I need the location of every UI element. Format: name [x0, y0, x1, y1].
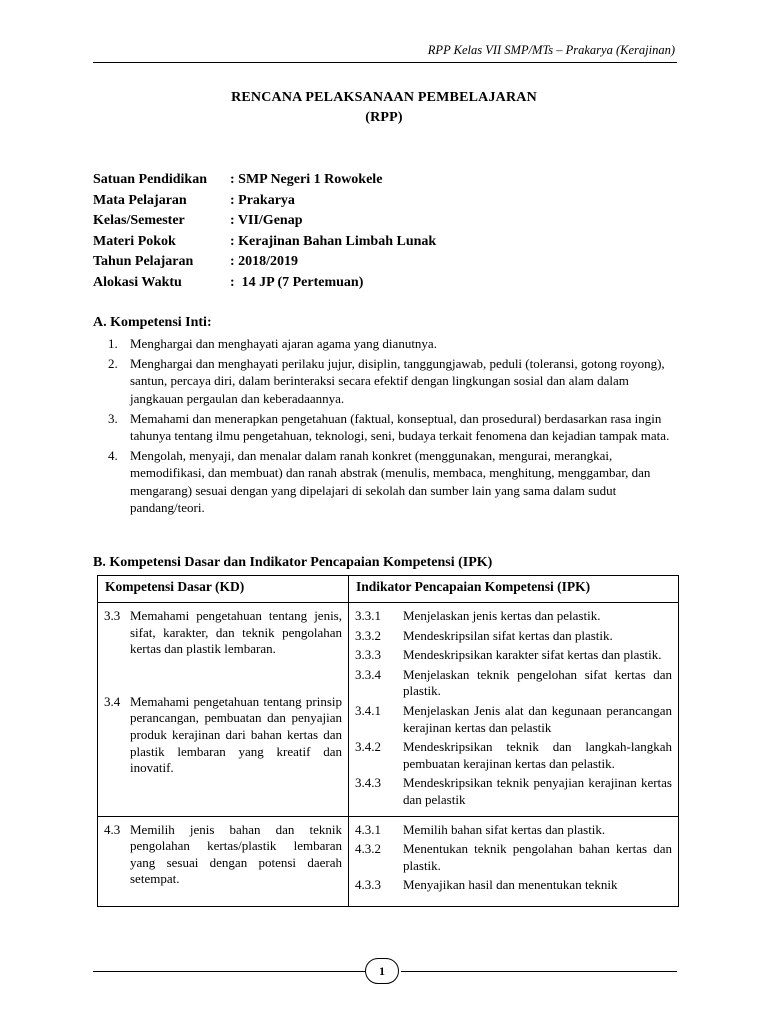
identity-label: Satuan Pendidikan — [93, 172, 207, 187]
list-text: Memahami dan menerapkan pengetahuan (faktual, konseptual, dan prosedural) berdasarkan rasa ingin tahunya tentang ilmu pengetahuan, teknologi, seni, budaya terkait fenomena dan kejadian tampak mata. — [130, 410, 670, 444]
list-number: 4. — [108, 448, 118, 464]
ipk-item — [355, 703, 672, 736]
ipk-text: Mendeskripsikan teknik penyajian kerajinan kertas dan pelastik — [403, 775, 672, 807]
kd-ipk-table — [97, 575, 679, 907]
identity-label: Mata Pelajaran — [93, 192, 187, 208]
table-header-row — [98, 576, 679, 603]
ipk-item — [355, 608, 672, 625]
identity-value: : 2018/2019 — [230, 254, 299, 270]
identity-label: Materi Pokok — [93, 233, 176, 249]
ipk-number: 4.3.1 — [355, 821, 381, 837]
identity-label: Tahun Pelajaran — [93, 254, 194, 270]
identity-value: : Prakarya — [230, 192, 295, 208]
ipk-number: 3.4.1 — [355, 702, 381, 718]
ipk-text: Menyajikan hasil dan menentukan teknik — [403, 877, 618, 893]
ipk-number: 4.3.2 — [355, 841, 381, 857]
ipk-item — [355, 841, 672, 874]
kompetensi-inti-list — [108, 335, 678, 519]
identity-row — [93, 191, 436, 212]
ipk-text: Menjelaskan teknik pengelohan sifat kertas dan plastik. — [403, 666, 672, 699]
ipk-cell — [349, 816, 679, 906]
identity-value: : SMP Negeri 1 Rowokele — [230, 172, 383, 187]
page-number-badge — [365, 958, 399, 984]
identity-row — [93, 273, 436, 294]
list-item — [108, 335, 678, 352]
ipk-text: Menjelaskan Jenis alat dan kegunaan perancangan kerajinan kertas dan pelastik — [403, 702, 672, 735]
document-title: RENCANA PELAKSANAAN PEMBELAJARAN — [231, 90, 537, 105]
ipk-text: Mendeskripsikan teknik dan langkah-langkah pembuatan kerajinan kertas dan pelastik. — [403, 739, 672, 771]
ipk-number: 3.3.2 — [355, 627, 381, 643]
ipk-number: 3.3.1 — [355, 608, 381, 623]
header-rule — [93, 62, 677, 63]
ipk-item — [355, 628, 672, 645]
identity-value: : 14 JP (7 Pertemuan) — [230, 274, 364, 290]
identity-label: Kelas/Semester — [93, 213, 185, 229]
identity-block — [93, 170, 436, 294]
list-number: 2. — [108, 356, 118, 372]
page-number: 1 — [379, 963, 385, 978]
kd-text: Memahami pengetahuan tentang prinsip perancangan, pembuatan dan penyajian produk kerajinan dari bahan kertas dan plastik lembaran yang kreatif dan inovatif. — [130, 693, 342, 776]
kd-number: 4.3 — [104, 821, 121, 837]
identity-value: : Kerajinan Bahan Limbah Lunak — [230, 233, 437, 249]
column-header-ipk: Indikator Pencapaian Kompetensi (IPK) — [349, 576, 679, 603]
ipk-item — [355, 822, 672, 839]
kd-number: 3.3 — [104, 608, 121, 623]
list-text: Menghargai dan menghayati perilaku jujur, disiplin, tanggungjawab, peduli (toleransi, gotong royong), santun, percaya diri, dalam berinteraksi secara efektif dengan lingkungan sosial dan alam dalam jangkauan pergaulan dan keberadaannya. — [130, 356, 665, 406]
ipk-text: Mendeskripsilan sifat kertas dan plastik. — [403, 627, 613, 643]
ipk-number: 3.4.2 — [355, 739, 381, 755]
kd-number: 3.4 — [104, 693, 121, 709]
ipk-number: 3.3.4 — [355, 666, 381, 682]
list-text: Menghargai dan menghayati ajaran agama yang dianutnya. — [130, 336, 437, 351]
kd-item — [104, 694, 342, 777]
identity-row — [93, 252, 436, 273]
column-header-kd: Kompetensi Dasar (KD) — [98, 576, 349, 603]
table-row — [98, 603, 679, 817]
list-item — [108, 447, 678, 516]
kd-item — [104, 608, 342, 658]
section-a-heading: A. Kompetensi Inti: — [93, 315, 212, 330]
identity-row — [93, 170, 436, 191]
running-header: RPP Kelas VII SMP/MTs – Prakarya (Kerajinan) — [427, 43, 675, 57]
ipk-item — [355, 739, 672, 772]
kd-item — [104, 822, 342, 888]
ipk-number: 4.3.3 — [355, 877, 381, 893]
list-item — [108, 355, 678, 407]
footer-rule — [401, 971, 677, 972]
kd-cell — [98, 816, 349, 906]
ipk-text: Memilih bahan sifat kertas dan plastik. — [403, 821, 606, 837]
ipk-text: Menentukan teknik pengolahan bahan kertas dan plastik. — [403, 841, 672, 873]
ipk-cell — [349, 603, 679, 817]
identity-row — [93, 211, 436, 232]
list-item — [108, 410, 678, 444]
ipk-item — [355, 877, 672, 894]
kd-cell — [98, 603, 349, 817]
kd-text: Memilih jenis bahan dan teknik pengolahan kertas/plastik lembaran yang sesuai dengan potensi daerah setempat. — [130, 821, 342, 887]
identity-label: Alokasi Waktu — [93, 274, 182, 290]
section-b-heading: B. Kompetensi Dasar dan Indikator Pencapaian Kompetensi (IPK) — [93, 555, 493, 570]
list-number: 3. — [108, 410, 118, 426]
table-row — [98, 816, 679, 906]
ipk-item — [355, 775, 672, 808]
identity-row — [93, 232, 436, 253]
ipk-text: Menjelaskan jenis kertas dan pelastik. — [403, 608, 601, 623]
document-subtitle: (RPP) — [365, 110, 403, 125]
ipk-item — [355, 667, 672, 700]
ipk-item — [355, 647, 672, 664]
ipk-number: 3.4.3 — [355, 775, 381, 791]
ipk-number: 3.3.3 — [355, 647, 381, 663]
footer-rule — [93, 971, 365, 972]
list-number: 1. — [108, 336, 118, 351]
identity-value: : VII/Genap — [230, 213, 303, 229]
ipk-text: Mendeskripsikan karakter sifat kertas dan plastik. — [403, 647, 662, 663]
list-text: Mengolah, menyaji, dan menalar dalam ranah konkret (menggunakan, mengurai, merangkai, memodifikasi, dan membuat) dan ranah abstrak (menulis, membaca, menghitung, menggambar, dan mengarang) sesuai dengan yang dipelajari di sekolah dan sumber lain yang sama dalam sudut pandang/teori. — [130, 448, 651, 515]
kd-text: Memahami pengetahuan tentang jenis, sifat, karakter, dan teknik pengolahan kertas dan plastik lembaran. — [130, 608, 342, 657]
